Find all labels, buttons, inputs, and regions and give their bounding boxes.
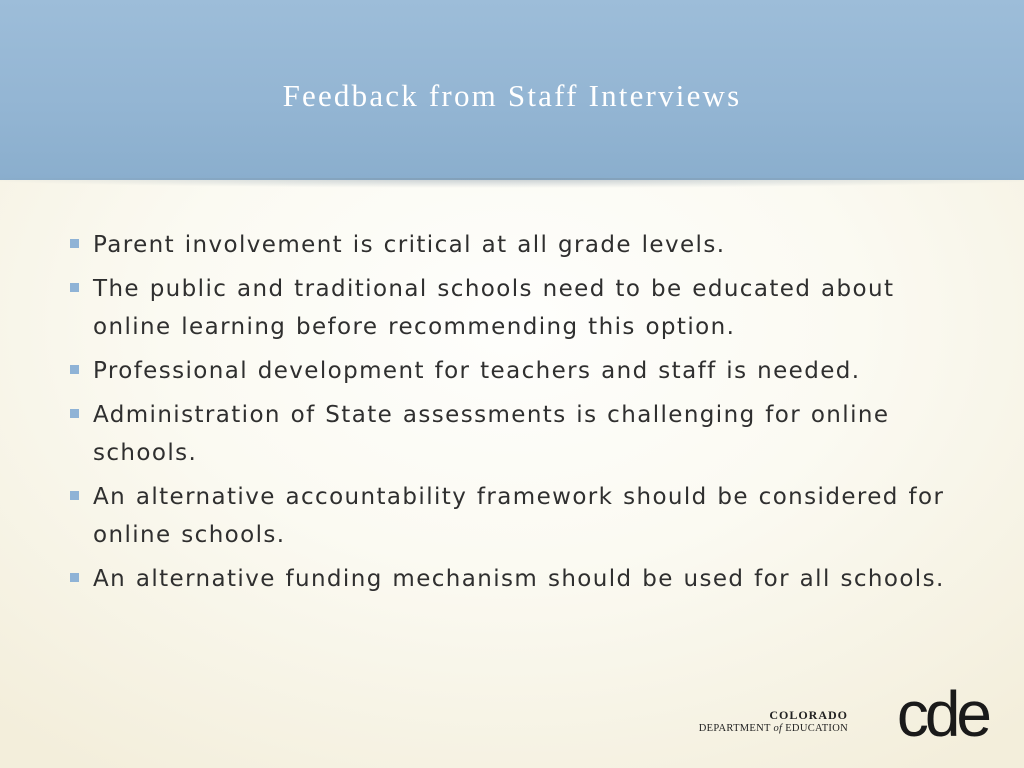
square-bullet-icon bbox=[70, 491, 79, 500]
title-band-shadow bbox=[0, 178, 1024, 188]
bullet-item bbox=[68, 226, 978, 264]
logo-education-word: EDUCATION bbox=[785, 723, 848, 734]
logo-of: of bbox=[773, 723, 783, 734]
logo-wordmark bbox=[699, 708, 848, 736]
square-bullet-icon bbox=[70, 409, 79, 418]
bullet-text: Parent involvement is critical at all grade levels. bbox=[93, 232, 726, 258]
square-bullet-icon bbox=[70, 573, 79, 582]
square-bullet-icon bbox=[70, 283, 79, 292]
logo-department-word: DEPARTMENT bbox=[698, 723, 771, 734]
title-band bbox=[0, 0, 1024, 180]
logo-colorado: COLORADO bbox=[769, 708, 848, 722]
bullet-item bbox=[68, 352, 978, 390]
cde-mark: cde bbox=[896, 678, 988, 750]
bullet-list bbox=[68, 226, 978, 604]
cde-logo bbox=[692, 678, 992, 750]
bullet-text: An alternative accountability framework should be considered for online schools. bbox=[93, 484, 945, 548]
bullet-text: Professional development for teachers and staff is needed. bbox=[93, 358, 861, 384]
square-bullet-icon bbox=[70, 239, 79, 248]
bullet-text: An alternative funding mechanism should be used for all schools. bbox=[93, 566, 945, 592]
bullet-text: Administration of State assessments is challenging for online schools. bbox=[93, 402, 890, 466]
square-bullet-icon bbox=[70, 365, 79, 374]
bullet-text: The public and traditional schools need to be educated about online learning before recommending this option. bbox=[93, 276, 895, 340]
logo-department bbox=[699, 722, 848, 736]
bullet-item bbox=[68, 396, 978, 472]
bullet-item bbox=[68, 560, 978, 598]
bullet-item bbox=[68, 478, 978, 554]
slide-title: Feedback from Staff Interviews bbox=[282, 78, 742, 113]
bullet-item bbox=[68, 270, 978, 346]
